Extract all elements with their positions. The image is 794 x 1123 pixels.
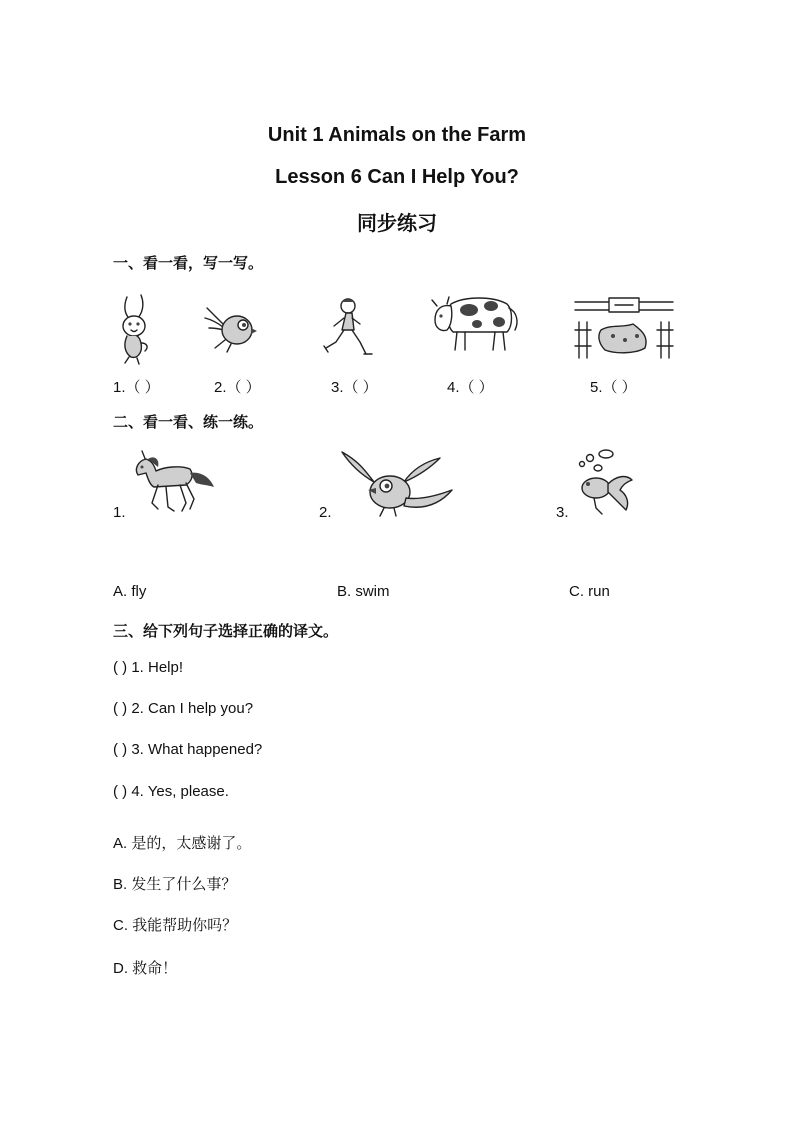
sentence-2: ( ) 2. Can I help you? <box>113 700 254 717</box>
lesson-title: Lesson 6 Can I Help You? <box>275 166 519 188</box>
unit-title: Unit 1 Animals on the Farm <box>267 124 527 146</box>
sentence-4: ( ) 4. Yes, please. <box>113 783 229 800</box>
s1-item-3-label: 3.（ ） <box>331 379 378 396</box>
section3-heading: 三、给下列句子选择正确的译文。 <box>113 623 339 640</box>
cow-icon <box>429 292 521 354</box>
section1-heading: 一、看一看，写一写。 <box>113 255 264 272</box>
option-b: B. swim <box>337 583 390 600</box>
flying-bird-icon <box>340 448 454 520</box>
sentence-1: ( ) 1. Help! <box>113 659 184 676</box>
s1-item-2-label: 2.（ ） <box>214 379 261 396</box>
option-c: C. run <box>569 583 610 600</box>
section2-heading: 二、看一看、练一练。 <box>113 414 264 431</box>
farm-icon <box>575 296 673 360</box>
fish-icon <box>576 448 634 518</box>
s1-item-1-label: 1.（ ） <box>113 379 160 396</box>
s2-item-3-label: 3. <box>556 504 569 521</box>
horse-icon <box>130 447 216 521</box>
s1-item-5-label: 5.（ ） <box>590 379 637 396</box>
option-a: A. fly <box>113 583 147 600</box>
s2-item-2-label: 2. <box>319 504 332 521</box>
translation-c: C. 我能帮助你吗？ <box>113 917 238 934</box>
rabbit-icon <box>115 293 155 365</box>
s1-item-4-label: 4.（ ） <box>447 379 494 396</box>
running-boy-icon <box>320 296 376 360</box>
sentence-3: ( ) 3. What happened? <box>113 741 263 758</box>
bird-icon <box>203 300 259 354</box>
translation-a: A. 是的，太感谢了。 <box>113 835 252 852</box>
translation-b: B. 发生了什么事？ <box>113 876 237 893</box>
page-subtitle: 同步练习 <box>357 213 437 235</box>
s2-item-1-label: 1. <box>113 504 126 521</box>
translation-d: D. 救命！ <box>113 960 178 977</box>
